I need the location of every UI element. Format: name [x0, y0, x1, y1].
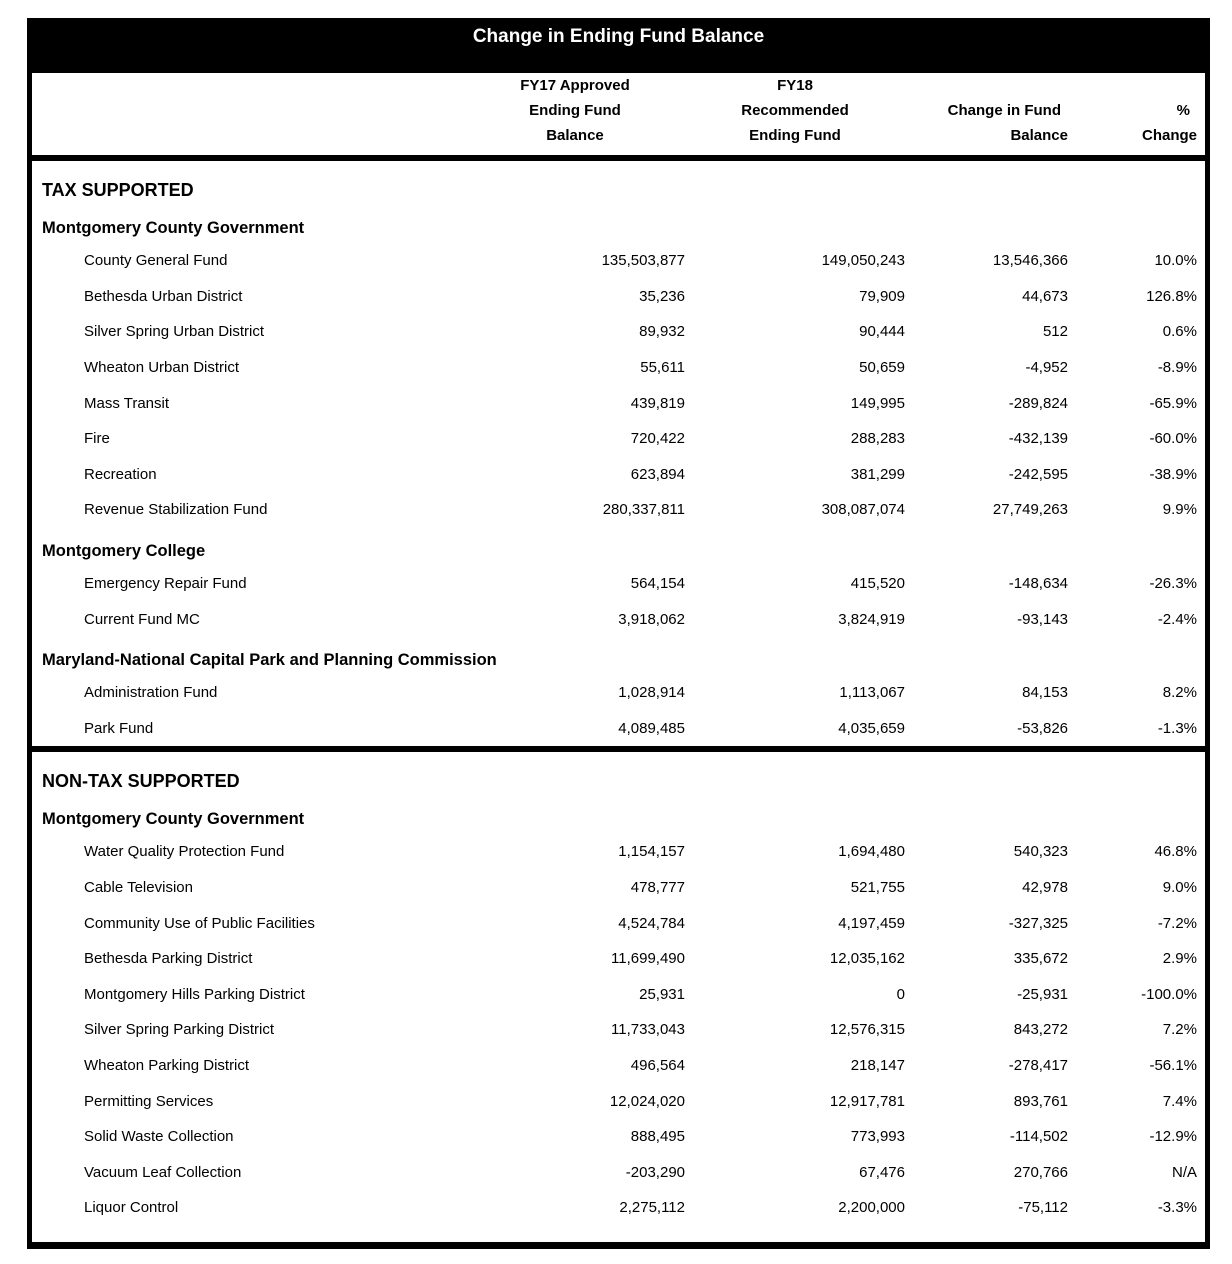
fund-name: County General Fund [84, 252, 228, 270]
fy18-value: 2,200,000 [838, 1199, 905, 1217]
fund-name: Water Quality Protection Fund [84, 843, 285, 861]
change-value: -278,417 [1008, 1056, 1068, 1074]
fy17-value: 439,819 [630, 394, 685, 412]
fund-name: Revenue Stabilization Fund [84, 501, 268, 519]
fy17-value: 1,154,157 [618, 843, 685, 861]
change-value: -75,112 [1018, 1199, 1068, 1217]
fy17-value: 89,932 [639, 323, 685, 341]
fund-row [32, 1012, 1205, 1048]
fy18-value: 381,299 [850, 465, 905, 483]
fund-name: Emergency Repair Fund [84, 575, 247, 593]
fund-row [32, 905, 1205, 941]
change-value: 42,978 [1022, 879, 1068, 897]
change-value: 44,673 [1022, 287, 1068, 305]
header-line: FY18 [777, 77, 813, 94]
fy18-value: 3,824,919 [838, 610, 905, 628]
table-body [32, 161, 1205, 1242]
fund-row [32, 457, 1205, 493]
fund-name: Park Fund [84, 719, 154, 737]
pct-change-value: 0.6% [1162, 323, 1197, 341]
fy17-value: 2,275,112 [619, 1199, 685, 1217]
fund-name: Cable Television [84, 879, 193, 897]
fy18-value: 4,035,659 [838, 719, 905, 737]
col-header-fy18-recommended [685, 73, 905, 157]
change-value: 893,761 [1013, 1092, 1068, 1110]
fy18-value: 0 [896, 985, 905, 1003]
pct-change-value: -2.4% [1157, 610, 1197, 628]
header-line: % [1176, 102, 1190, 119]
pct-change-value: -7.2% [1157, 914, 1197, 932]
fund-row [32, 977, 1205, 1013]
fy17-value: 478,777 [630, 879, 685, 897]
header-line: Recommended [741, 102, 849, 119]
fy17-value: 564,154 [630, 575, 685, 593]
fy18-value: 1,113,067 [839, 684, 905, 702]
fund-name: Recreation [84, 465, 157, 483]
fund-name: Liquor Control [84, 1199, 179, 1217]
fund-row [32, 350, 1205, 386]
fund-row [32, 492, 1205, 528]
fund-row [32, 314, 1205, 350]
table-section [32, 746, 1205, 1242]
fy18-value: 415,520 [850, 575, 905, 593]
col-header-fund [32, 148, 465, 157]
fund-name: Community Use of Public Facilities [84, 914, 315, 932]
change-value: -4,952 [1025, 359, 1068, 377]
fy18-value: 12,576,315 [829, 1021, 905, 1039]
fy18-value: 50,659 [859, 359, 905, 377]
change-value: -289,824 [1008, 394, 1068, 412]
fund-row [32, 711, 1205, 747]
pct-change-value: 46.8% [1154, 843, 1197, 861]
table-section [32, 161, 1205, 746]
fund-row [32, 834, 1205, 870]
change-value: 540,323 [1013, 843, 1068, 861]
group-heading: Maryland-National Capital Park and Planning Commission [42, 650, 497, 669]
header-line: Ending Fund [529, 102, 621, 119]
change-value: 843,272 [1013, 1021, 1068, 1039]
change-value: -148,634 [1008, 575, 1068, 593]
group-heading: Montgomery County Government [42, 810, 305, 829]
header-line: FY17 Approved [520, 77, 630, 94]
fy18-value: 308,087,074 [821, 501, 905, 519]
fy17-value: 11,699,490 [611, 950, 685, 968]
header-line: Change in Fund [947, 102, 1061, 119]
fund-row [32, 243, 1205, 279]
group-heading: Montgomery College [42, 541, 206, 560]
fund-name: Solid Waste Collection [84, 1128, 234, 1146]
pct-change-value: -3.3% [1157, 1199, 1197, 1217]
pct-change-value: -26.3% [1149, 575, 1197, 593]
fund-row [32, 279, 1205, 315]
fy18-value: 521,755 [850, 879, 905, 897]
fund-name: Current Fund MC [84, 610, 200, 628]
change-value: -242,595 [1008, 465, 1068, 483]
pct-change-value: 8.2% [1162, 684, 1197, 702]
fy17-value: 25,931 [639, 985, 685, 1003]
fy18-value: 218,147 [850, 1056, 905, 1074]
fund-name: Mass Transit [84, 394, 170, 412]
fund-row [32, 870, 1205, 906]
fy18-value: 149,995 [850, 394, 905, 412]
change-value: 335,672 [1013, 950, 1068, 968]
fund-name: Vacuum Leaf Collection [84, 1163, 242, 1181]
fy17-value: 135,503,877 [601, 252, 685, 270]
pct-change-value: -8.9% [1157, 359, 1197, 377]
col-header-fy17-approved [465, 73, 685, 157]
fy17-value: 280,337,811 [602, 501, 685, 519]
fund-name: Wheaton Parking District [84, 1056, 250, 1074]
fund-name: Bethesda Parking District [84, 950, 253, 968]
pct-change-value: 7.4% [1162, 1092, 1197, 1110]
fy17-value: 11,733,043 [611, 1021, 685, 1039]
pct-change-value: -65.9% [1149, 394, 1197, 412]
fund-name: Bethesda Urban District [84, 287, 243, 305]
fund-row [32, 675, 1205, 711]
fy18-value: 149,050,243 [821, 252, 905, 270]
fy18-value: 12,035,162 [829, 950, 905, 968]
section-heading: NON-TAX SUPPORTED [42, 771, 240, 792]
change-value: -53,826 [1017, 719, 1068, 737]
fy17-value: 623,894 [630, 465, 685, 483]
fund-row [32, 1190, 1205, 1226]
fy18-value: 67,476 [859, 1163, 905, 1181]
change-value: 27,749,263 [992, 501, 1068, 519]
pct-change-value: 7.2% [1162, 1021, 1197, 1039]
change-value: -93,143 [1017, 610, 1068, 628]
change-value: -114,502 [1009, 1128, 1068, 1146]
fy18-value: 12,917,781 [829, 1092, 905, 1110]
column-header-row [32, 73, 1205, 161]
pct-change-value: -1.3% [1157, 719, 1197, 737]
change-value: 512 [1042, 323, 1068, 341]
section-heading: TAX SUPPORTED [42, 180, 194, 200]
pct-change-value: -56.1% [1149, 1056, 1197, 1074]
change-value: 84,153 [1022, 684, 1068, 702]
change-value: 13,546,366 [992, 252, 1068, 270]
fund-name: Silver Spring Urban District [84, 323, 265, 341]
fund-name: Wheaton Urban District [84, 359, 240, 377]
pct-change-value: 2.9% [1162, 950, 1197, 968]
col-header-pct-change [1068, 98, 1197, 157]
fund-name: Administration Fund [84, 684, 218, 702]
pct-change-value: N/A [1171, 1163, 1197, 1181]
fy18-value: 90,444 [859, 323, 905, 341]
fy17-value: 720,422 [630, 430, 685, 448]
fy17-value: 4,089,485 [618, 719, 685, 737]
fy18-value: 4,197,459 [838, 914, 905, 932]
pct-change-value: 9.0% [1162, 879, 1197, 897]
fund-row [32, 601, 1205, 637]
table-title: Change in Ending Fund Balance [32, 18, 1205, 73]
fund-row [32, 385, 1205, 421]
fy18-value: 1,694,480 [838, 843, 905, 861]
fund-row [32, 1083, 1205, 1119]
header-line: Change [1141, 127, 1197, 144]
fund-balance-table [27, 18, 1210, 1249]
fy18-value: 288,283 [850, 430, 905, 448]
fund-row [32, 421, 1205, 457]
fund-row [32, 566, 1205, 602]
fy17-value: 888,495 [630, 1128, 685, 1146]
fy17-value: 496,564 [630, 1056, 685, 1074]
fy17-value: -203,290 [625, 1163, 685, 1181]
pct-change-value: -12.9% [1149, 1128, 1197, 1146]
fy17-value: 55,611 [640, 359, 685, 377]
fund-row [32, 1119, 1205, 1155]
change-value: -432,139 [1008, 430, 1068, 448]
header-line: Ending Fund [749, 127, 841, 144]
header-line: Balance [546, 127, 604, 144]
group-heading: Montgomery County Government [42, 219, 305, 237]
change-value: 270,766 [1013, 1163, 1068, 1181]
header-line: Balance [1010, 127, 1068, 144]
fy17-value: 35,236 [639, 287, 685, 305]
change-value: -327,325 [1008, 914, 1068, 932]
fy17-value: 3,918,062 [618, 610, 685, 628]
pct-change-value: -60.0% [1149, 430, 1197, 448]
pct-change-value: 126.8% [1146, 287, 1197, 305]
change-value: -25,931 [1017, 985, 1068, 1003]
fy17-value: 12,024,020 [609, 1092, 685, 1110]
fund-name: Silver Spring Parking District [84, 1021, 275, 1039]
pct-change-value: -38.9% [1149, 465, 1197, 483]
fund-name: Montgomery Hills Parking District [84, 985, 305, 1003]
pct-change-value: 9.9% [1162, 501, 1197, 519]
fund-row [32, 1048, 1205, 1084]
fund-row [32, 941, 1205, 977]
fy17-value: 1,028,914 [618, 684, 685, 702]
fy18-value: 79,909 [859, 287, 905, 305]
pct-change-value: -100.0% [1141, 985, 1197, 1003]
pct-change-value: 10.0% [1154, 252, 1197, 270]
fy18-value: 773,993 [850, 1128, 905, 1146]
fy17-value: 4,524,784 [618, 914, 685, 932]
fund-name: Permitting Services [84, 1092, 214, 1110]
fund-row [32, 1154, 1205, 1190]
fund-name: Fire [84, 430, 110, 448]
col-header-change-in-fund-balance [905, 98, 1068, 157]
